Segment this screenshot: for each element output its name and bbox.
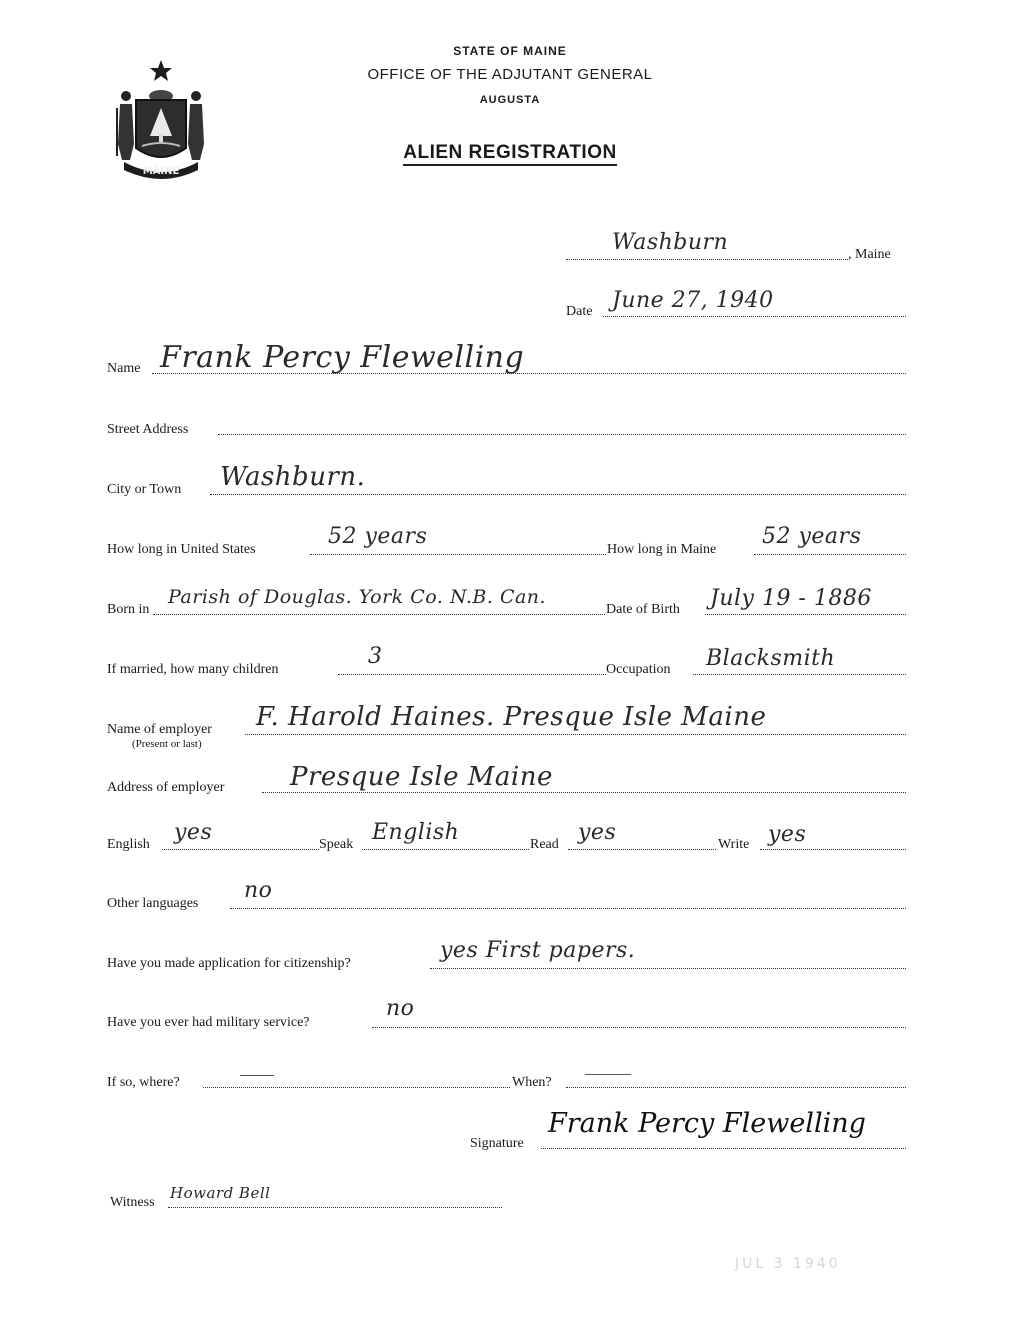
how-long-maine-line [754,554,906,555]
speak-line [362,849,529,850]
signature-label: Signature [470,1136,524,1151]
citizenship-line [430,968,906,969]
how-long-maine-value: 52 years [762,524,862,549]
name-label: Name [107,361,141,376]
how-long-us-value: 52 years [328,524,428,549]
speak-label: Speak [319,837,354,852]
city-heading: AUGUSTA [479,94,541,106]
witness-line [168,1207,502,1208]
when-dash-mark [585,1074,631,1075]
employer-address-line [262,792,906,793]
city-label: City or Town [107,482,182,497]
employer-label: Name of employer [107,722,212,737]
employer-address-value: Presque Isle Maine [290,762,553,792]
english-label: English [107,837,150,852]
children-line [338,674,606,675]
received-stamp: JUL 3 1940 [735,1256,841,1272]
town-line [566,259,848,260]
maine-label: , Maine [848,247,891,262]
if-so-where-label: If so, where? [107,1075,180,1090]
witness-value: Howard Bell [170,1184,271,1202]
citizenship-label: Have you made application for citizenship? [107,956,351,971]
speak-value: English [372,820,460,845]
state-heading: STATE OF MAINE [453,44,567,58]
military-line [372,1027,906,1028]
signature-value: Frank Percy Flewelling [548,1108,866,1139]
children-value: 3 [368,644,383,669]
witness-label: Witness [110,1195,155,1210]
occupation-line [693,674,906,675]
dob-label: Date of Birth [606,602,680,617]
english-line [162,849,319,850]
where-dash-mark [240,1075,274,1076]
form-title: ALIEN REGISTRATION [340,142,680,164]
city-value: Washburn. [220,462,366,492]
occupation-value: Blacksmith [706,646,836,671]
born-in-line [153,614,605,615]
born-in-label: Born in [107,602,150,617]
occupation-label: Occupation [606,662,671,677]
write-value: yes [768,822,807,847]
how-long-us-label: How long in United States [107,542,256,557]
military-value: no [386,996,415,1021]
read-value: yes [578,820,617,845]
town-value: Washburn [612,230,729,255]
signature-line [541,1148,906,1149]
born-in-value: Parish of Douglas. York Co. N.B. Can. [168,586,547,608]
date-line [603,316,906,317]
how-long-us-line [310,554,606,555]
english-value: yes [174,820,213,845]
employer-address-label: Address of employer [107,780,225,795]
date-label: Date [566,304,593,319]
other-languages-label: Other languages [107,896,199,911]
street-line [218,434,906,435]
street-label: Street Address [107,422,189,437]
read-line [568,849,716,850]
employer-value: F. Harold Haines. Presque Isle Maine [256,702,767,732]
military-label: Have you ever had military service? [107,1015,310,1030]
dob-line [705,614,906,615]
if-so-where-line [203,1087,510,1088]
employer-line [245,734,906,735]
maine-state-seal [106,56,216,182]
dob-value: July 19 - 1886 [710,586,872,611]
read-label: Read [530,837,559,852]
name-value: Frank Percy Flewelling [160,340,525,375]
other-languages-value: no [244,878,273,903]
svg-text:MAINE: MAINE [142,166,180,177]
other-languages-line [230,908,906,909]
office-heading: OFFICE OF THE ADJUTANT GENERAL [367,66,653,83]
date-value: June 27, 1940 [612,288,774,313]
city-line [210,494,906,495]
children-label: If married, how many children [107,662,279,677]
employer-sublabel: (Present or last) [132,738,202,750]
citizenship-value: yes First papers. [440,938,636,963]
write-label: Write [718,837,750,852]
when-label: When? [512,1075,552,1090]
when-line [566,1087,906,1088]
write-line [760,849,906,850]
how-long-maine-label: How long in Maine [607,542,717,557]
